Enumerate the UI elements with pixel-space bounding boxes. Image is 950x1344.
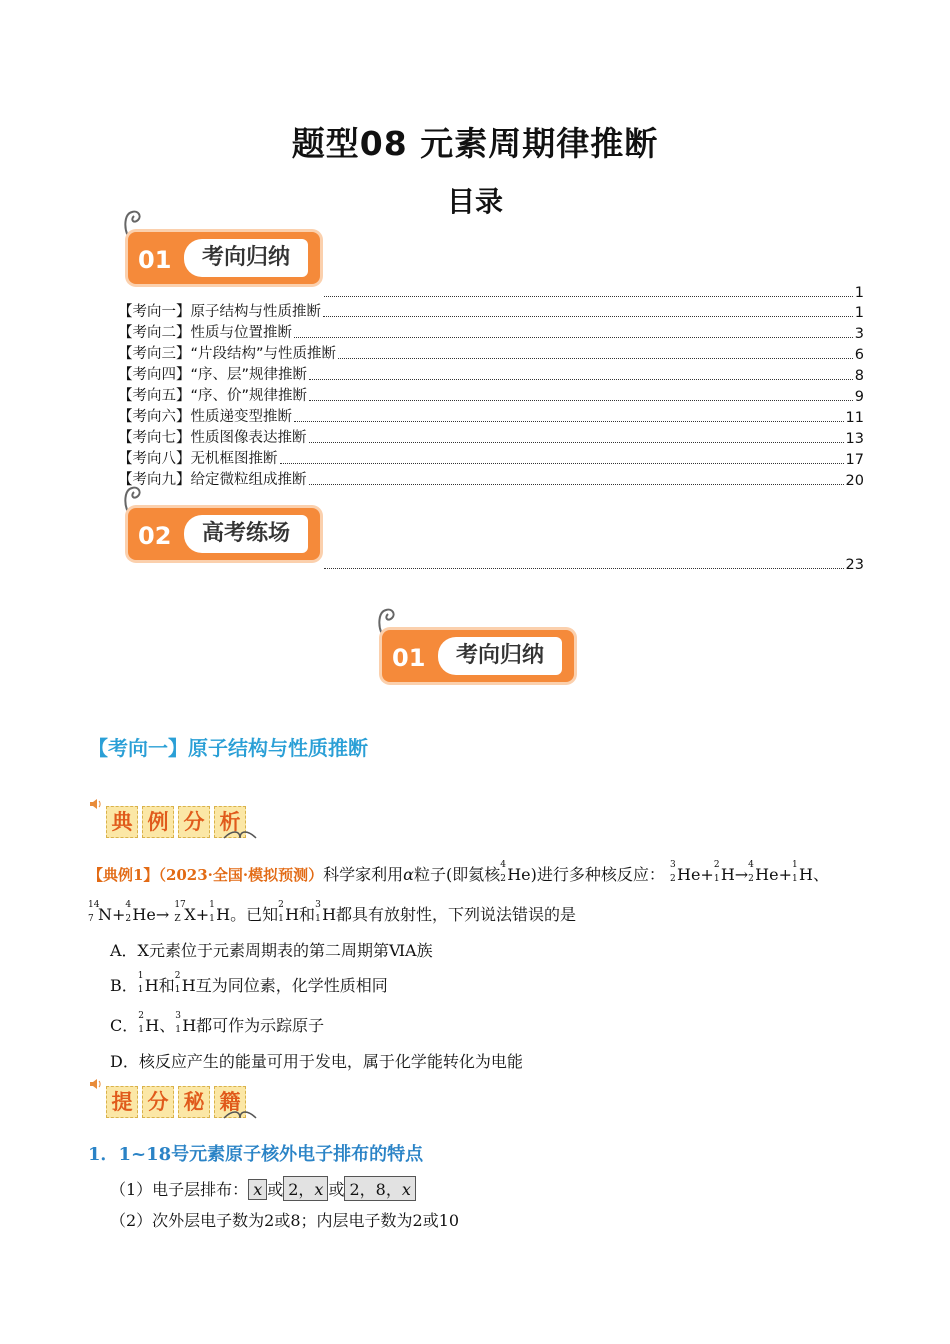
toc-entry[interactable] [118, 363, 864, 384]
toc-entry[interactable] [118, 384, 864, 405]
nuclide: 2 1 H [138, 1011, 160, 1035]
toc-leader [294, 421, 844, 422]
toc-entry[interactable] [322, 280, 864, 301]
nuclide: 2 1 H [713, 860, 735, 884]
nuclide: 1 1 H [137, 971, 159, 995]
toc-page-number: 17 [845, 452, 864, 468]
toc-page-number: 9 [854, 389, 864, 405]
speaker-icon [88, 1076, 104, 1092]
text: B． [110, 976, 138, 995]
toc-entry-label: 【考向九】给定微粒组成推断 [118, 472, 307, 488]
toc-page-number: 1 [854, 285, 864, 301]
toc-leader [280, 463, 844, 464]
text: 、 [159, 1016, 176, 1035]
toc-page-number: 13 [845, 431, 864, 447]
toc-entry-label: 【考向五】“序、价”规律推断 [118, 388, 308, 404]
example-analysis-header [88, 796, 268, 842]
toc-leader [309, 379, 853, 380]
boxed-value: 2，x [283, 1176, 328, 1201]
text: 或 [328, 1180, 345, 1199]
toc-page-number: 3 [854, 326, 864, 342]
toc-page-number: 6 [854, 347, 864, 363]
nuclide: 3 1 H [315, 900, 337, 924]
tile-char: 分 [178, 806, 210, 838]
toc-leader [324, 568, 844, 569]
toc-page-number: 11 [845, 410, 864, 426]
text: )进行多种核反应： [530, 865, 665, 884]
boxed-value: 2，8，x [344, 1176, 415, 1201]
section-badge-2 [128, 494, 328, 564]
tile-char: 例 [142, 806, 174, 838]
tile-char: 籍 [214, 1086, 246, 1118]
toc-entry[interactable] [118, 468, 864, 489]
nuclide: 2 1 H [278, 900, 300, 924]
toc-entry[interactable] [118, 300, 864, 321]
page-title: 题型08 元素周期律推断 [291, 124, 659, 163]
text: 粒子(即氦核 [413, 865, 501, 884]
toc-entry[interactable] [322, 552, 864, 573]
badge-label: 高考练场 [184, 515, 308, 553]
boxed-value: x [248, 1179, 267, 1200]
text: 和 [158, 976, 175, 995]
text: 和 [299, 905, 316, 924]
option-a: A．X元素位于元素周期表的第二周期第ⅥA族 [110, 941, 433, 960]
toc-entry[interactable] [118, 405, 864, 426]
toc-entry-label: 【考向七】性质图像表达推断 [118, 430, 307, 446]
example-tag: 【典例1】 [88, 866, 159, 884]
nuclide: 3 1 H [175, 1011, 197, 1035]
toc-page-number: 20 [845, 473, 864, 489]
nuclide: 2 1 H [174, 971, 196, 995]
toc-leader [309, 442, 844, 443]
nuclide: 17 Z X [174, 900, 196, 924]
badge-label: 考向归纳 [184, 239, 308, 277]
section-heading: 【考向一】原子结构与性质推断 [88, 736, 368, 760]
toc-page-number: 23 [845, 557, 864, 573]
text: 都具有放射性，下列说法错误的是 [336, 905, 577, 924]
tip-line-2: （2）次外层电子数为2或8；内层电子数为2或10 [110, 1211, 460, 1230]
option-b [110, 973, 388, 996]
tile-char: 提 [106, 1086, 138, 1118]
text: 互为同位素，化学性质相同 [195, 976, 388, 995]
tip-heading: 1．1~18号元素原子核外电子排布的特点 [88, 1144, 424, 1165]
toc-entry[interactable] [118, 426, 864, 447]
nuclide-he4: 4 2 He [500, 860, 531, 884]
toc-entry-label: 【考向一】原子结构与性质推断 [118, 304, 321, 320]
toc-entry[interactable] [118, 342, 864, 363]
toc-title: 目录 [446, 185, 503, 218]
text: （1）电子层排布： [110, 1180, 249, 1199]
toc-entry-label: 【考向二】性质与位置推断 [118, 325, 292, 341]
toc-leader [323, 316, 853, 317]
section-badge-1 [128, 218, 328, 288]
alpha-symbol: α [403, 865, 414, 884]
toc-entry[interactable] [118, 447, 864, 468]
nuclide: 3 2 He [669, 860, 701, 884]
badge-number: 01 [138, 246, 172, 274]
text: 科学家利用 [323, 865, 404, 884]
badge-label: 考向归纳 [438, 637, 562, 675]
example-source: （2023·全国·模拟预测） [158, 866, 324, 884]
text: 。已知 [230, 905, 279, 924]
toc-leader [324, 296, 853, 297]
toc-entry[interactable] [118, 321, 864, 342]
toc-entry-label: 【考向八】无机框图推断 [118, 451, 278, 467]
nuclide: 4 2 He [748, 860, 779, 884]
tile-char: 析 [214, 806, 246, 838]
nuclide: 1 1 H [792, 860, 813, 884]
toc-page-number: 8 [854, 368, 864, 384]
tip-line-1 [110, 1176, 416, 1201]
book-icon [222, 826, 258, 840]
nuclide: 4 2 He [125, 900, 156, 924]
text: 都可作为示踪原子 [196, 1016, 325, 1035]
section-badge-3 [382, 616, 582, 686]
text: C． [110, 1016, 139, 1035]
nuclide: 14 7 N [88, 900, 112, 924]
badge-number: 02 [138, 522, 172, 550]
tile-char: 秘 [178, 1086, 210, 1118]
tile-char: 典 [106, 806, 138, 838]
text: 或 [267, 1180, 284, 1199]
nuclide: 1 1 H [209, 900, 231, 924]
toc-leader [309, 484, 844, 485]
toc-entry-label: 【考向四】“序、层”规律推断 [118, 367, 308, 383]
example-question-line2: 14 7 N+ 4 2 He→ 17 Z X+ 1 1 H。已知 2 1 H和 3 1 H都具有放射性，下列说法错误的是 [88, 900, 577, 924]
book-icon [222, 1106, 258, 1120]
toc-entry-label: 【考向三】“片段结构”与性质推断 [118, 346, 337, 362]
toc-entry-label: 【考向六】性质递变型推断 [118, 409, 292, 425]
option-c [110, 1013, 324, 1036]
toc-leader [338, 358, 853, 359]
speaker-icon [88, 796, 104, 812]
toc-page-number: 1 [854, 305, 864, 321]
example-question: 【典例1】（2023·全国·模拟预测）科学家利用α粒子(即氦核 4 2 He)进行多种核反应： 3 2 He+ 2 1 H→ 4 2 He+ 1 1 H、 [88, 860, 829, 884]
toc-leader [309, 400, 853, 401]
toc-leader [294, 337, 853, 338]
badge-number: 01 [392, 644, 426, 672]
tile-char: 分 [142, 1086, 174, 1118]
option-d: D．核反应产生的能量可用于发电，属于化学能转化为电能 [110, 1052, 523, 1071]
tips-header [88, 1076, 268, 1122]
